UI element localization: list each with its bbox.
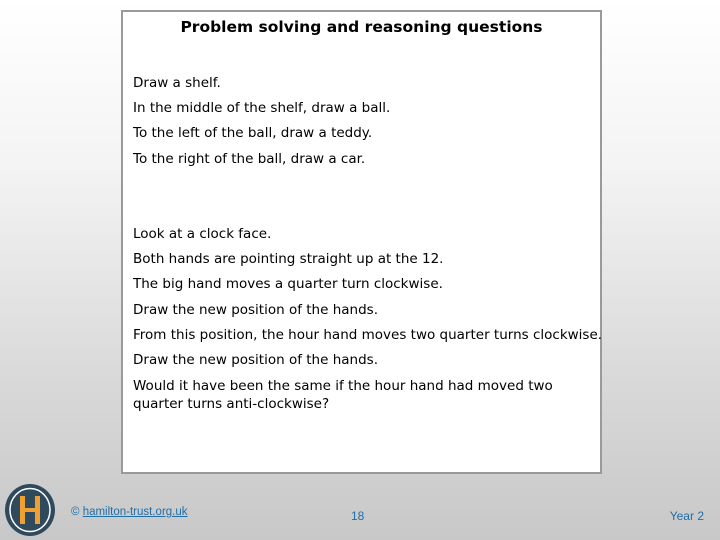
instruction-line: To the right of the ball, draw a car. bbox=[133, 150, 366, 167]
copyright-footer bbox=[71, 506, 188, 518]
hamilton-trust-link[interactable]: hamilton-trust.org.uk bbox=[82, 506, 188, 518]
year-label: Year 2 bbox=[669, 509, 704, 523]
instruction-line: Draw the new position of the hands. bbox=[133, 352, 378, 369]
instruction-line: From this position, the hour hand moves two quarter turns clockwise. bbox=[133, 326, 603, 343]
instruction-line: In the middle of the shelf, draw a ball. bbox=[133, 100, 391, 117]
instruction-line: To the left of the ball, draw a teddy. bbox=[133, 125, 373, 142]
page-title: Problem solving and reasoning questions bbox=[180, 18, 543, 36]
instruction-line: Would it have been the same if the hour hand had moved two quarter turns anti-clockwise? bbox=[133, 378, 553, 413]
instruction-line: Look at a clock face. bbox=[133, 226, 272, 242]
worksheet-card bbox=[121, 10, 602, 474]
instruction-line: The big hand moves a quarter turn clockwise. bbox=[133, 276, 443, 293]
instruction-line: Draw the new position of the hands. bbox=[133, 301, 378, 318]
question-block-clock bbox=[133, 222, 603, 413]
instruction-line: Draw a shelf. bbox=[133, 75, 221, 91]
copyright-symbol: © bbox=[71, 506, 80, 518]
instruction-line: Both hands are pointing straight up at the 12. bbox=[133, 251, 444, 268]
hamilton-h-logo-icon bbox=[3, 482, 57, 538]
page-number: 18 bbox=[351, 509, 365, 523]
question-block-shelf bbox=[133, 71, 592, 172]
